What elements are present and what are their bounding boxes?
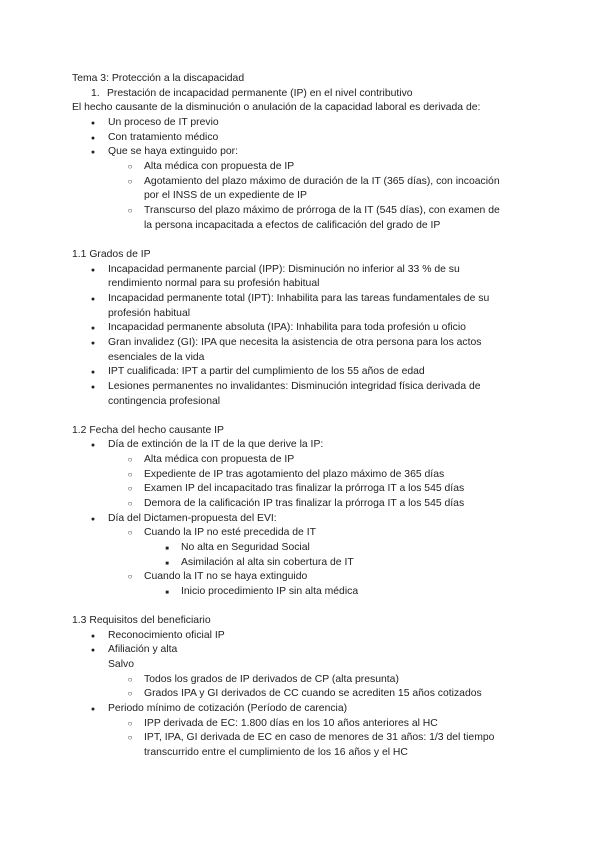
section-heading: 1.1 Grados de IP bbox=[72, 249, 151, 260]
paragraph: El hecho causante de la disminución o anulación de la capacidad laboral es derivada de: bbox=[72, 102, 481, 113]
bullet-disc-icon bbox=[87, 365, 99, 380]
bullet-circle-icon bbox=[124, 468, 136, 482]
bullet-disc-icon bbox=[87, 438, 99, 453]
list-item: Que se haya extinguido por: bbox=[108, 146, 238, 157]
list-item: Gran invalidez (GI): IPA que necesita la asistencia de otra persona para los actos bbox=[108, 337, 482, 348]
bullet-disc-icon bbox=[87, 643, 99, 658]
bullet-square-icon bbox=[161, 541, 173, 556]
bullet-disc-icon bbox=[87, 145, 99, 160]
sub-list-item: Transcurso del plazo máximo de prórroga de la IT (545 días), con examen de bbox=[144, 205, 500, 216]
section-heading: 1.3 Requisitos del beneficiario bbox=[72, 615, 211, 626]
list-item: Afiliación y alta bbox=[108, 644, 178, 655]
sub-list-item-continuation: transcurrido entre el cumplimiento de los 16 años y el HC bbox=[144, 747, 408, 758]
sub-list-item: Demora de la calificación IP tras finalizar la prórroga IT a los 545 días bbox=[144, 498, 465, 509]
sub-list-item: Grados IPA y GI derivados de CC cuando se acrediten 15 años cotizados bbox=[144, 688, 482, 699]
sub-list-item: Cuando la IP no esté precedida de IT bbox=[144, 527, 316, 538]
list-item-continuation: esenciales de la vida bbox=[108, 352, 205, 363]
bullet-circle-icon bbox=[124, 526, 136, 540]
bullet-circle-icon bbox=[124, 160, 136, 174]
sub-list-item-continuation: por el INSS de un expediente de IP bbox=[144, 190, 307, 201]
bullet-circle-icon bbox=[124, 687, 136, 701]
bullet-circle-icon bbox=[124, 717, 136, 731]
sub-sub-list-item: Asimilación al alta sin cobertura de IT bbox=[181, 557, 354, 568]
list-item: Con tratamiento médico bbox=[108, 132, 219, 143]
bullet-disc-icon bbox=[87, 116, 99, 131]
bullet-disc-icon bbox=[87, 131, 99, 146]
bullet-circle-icon bbox=[124, 673, 136, 687]
bullet-disc-icon bbox=[87, 380, 99, 395]
bullet-square-icon bbox=[161, 556, 173, 571]
sub-list-item: IPT, IPA, GI derivada de EC en caso de menores de 31 años: 1/3 del tiempo bbox=[144, 732, 495, 743]
list-item: Incapacidad permanente parcial (IPP): Disminución no inferior al 33 % de su bbox=[108, 264, 460, 275]
sub-list-item: Todos los grados de IP derivados de CP (alta presunta) bbox=[144, 674, 399, 685]
section-heading: 1.2 Fecha del hecho causante IP bbox=[72, 425, 224, 436]
sub-sub-list-item: No alta en Seguridad Social bbox=[181, 542, 310, 553]
bullet-disc-icon bbox=[87, 263, 99, 278]
bullet-disc-icon bbox=[87, 336, 99, 351]
list-item: Incapacidad permanente total (IPT): Inhabilita para las tareas fundamentales de su bbox=[108, 293, 490, 304]
section-heading: Prestación de incapacidad permanente (IP) en el nivel contributivo bbox=[107, 88, 413, 99]
list-item-continuation: contingencia profesional bbox=[108, 396, 221, 407]
sub-list-item-continuation: la persona incapacitada a efectos de calificación del grado de IP bbox=[144, 220, 441, 231]
bullet-square-icon bbox=[161, 585, 173, 600]
bullet-circle-icon bbox=[124, 731, 136, 745]
bullet-circle-icon bbox=[124, 204, 136, 218]
bullet-circle-icon bbox=[124, 175, 136, 189]
sub-list-item: Expediente de IP tras agotamiento del plazo máximo de 365 días bbox=[144, 469, 445, 480]
document-title: Tema 3: Protección a la discapacidad bbox=[72, 73, 245, 84]
bullet-circle-icon bbox=[124, 482, 136, 496]
list-item: Reconocimiento oficial IP bbox=[108, 630, 225, 641]
list-item-continuation: Salvo bbox=[108, 659, 134, 670]
list-item: Lesiones permanentes no invalidantes: Disminución integridad física derivada de bbox=[108, 381, 481, 392]
list-item-continuation: profesión habitual bbox=[108, 308, 191, 319]
bullet-circle-icon bbox=[124, 453, 136, 467]
sub-list-item: Agotamiento del plazo máximo de duración de la IT (365 días), con incoación bbox=[144, 176, 500, 187]
bullet-disc-icon bbox=[87, 321, 99, 336]
bullet-circle-icon bbox=[124, 570, 136, 584]
bullet-disc-icon bbox=[87, 702, 99, 717]
sub-list-item: Alta médica con propuesta de IP bbox=[144, 454, 295, 465]
sub-sub-list-item: Inicio procedimiento IP sin alta médica bbox=[181, 586, 359, 597]
bullet-disc-icon bbox=[87, 292, 99, 307]
bullet-disc-icon bbox=[87, 512, 99, 527]
list-number: 1. bbox=[91, 88, 100, 99]
sub-list-item: Examen IP del incapacitado tras finalizar la prórroga IT a los 545 días bbox=[144, 483, 465, 494]
sub-list-item: IPP derivada de EC: 1.800 días en los 10 años anteriores al HC bbox=[144, 718, 438, 729]
sub-list-item: Cuando la IT no se haya extinguido bbox=[144, 571, 308, 582]
list-item: Incapacidad permanente absoluta (IPA): Inhabilita para toda profesión u oficio bbox=[108, 322, 466, 333]
bullet-circle-icon bbox=[124, 497, 136, 511]
list-item: Día del Dictamen-propuesta del EVI: bbox=[108, 513, 277, 524]
list-item: Día de extinción de la IT de la que derive la IP: bbox=[108, 439, 324, 450]
sub-list-item: Alta médica con propuesta de IP bbox=[144, 161, 295, 172]
list-item-continuation: rendimiento normal para su profesión habitual bbox=[108, 278, 320, 289]
list-item: Un proceso de IT previo bbox=[108, 117, 219, 128]
list-item: Periodo mínimo de cotización (Período de carencia) bbox=[108, 703, 348, 714]
list-item: IPT cualificada: IPT a partir del cumplimiento de los 55 años de edad bbox=[108, 366, 425, 377]
bullet-disc-icon bbox=[87, 629, 99, 644]
